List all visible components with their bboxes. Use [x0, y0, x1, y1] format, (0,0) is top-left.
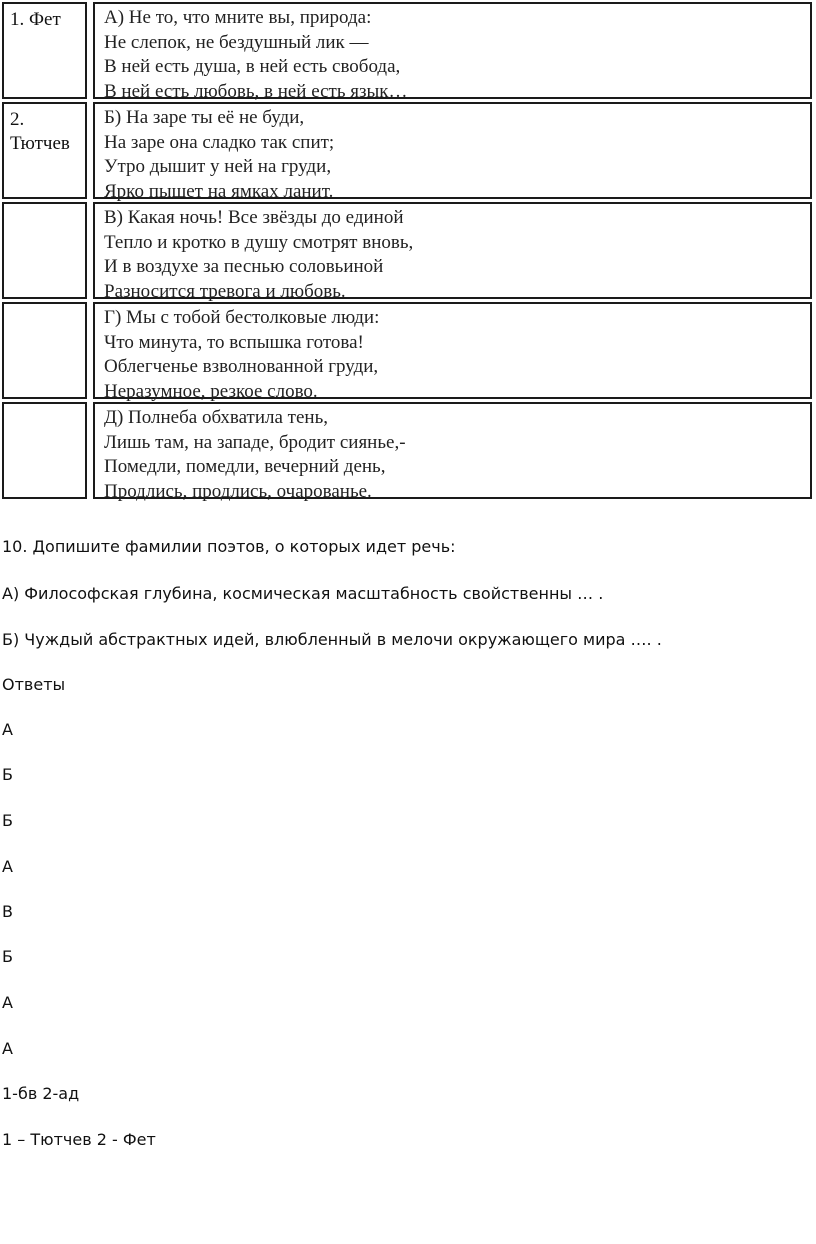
question-title: 10. Допишите фамилии поэтов, о которых идет речь:: [2, 537, 456, 556]
poem-line: А) Не то, что мните вы, природа:: [104, 7, 372, 28]
poem-line: В ней есть любовь, в ней есть язык…: [104, 80, 408, 102]
poet-label: Тютчев: [10, 133, 70, 154]
poem-line: Не слепок, не бездушный лик —: [104, 31, 369, 53]
poem-cell: [93, 402, 812, 502]
poem-line: Разносится тревога и любовь.: [104, 280, 346, 302]
poem-line: Б) На заре ты её не буди,: [104, 107, 305, 128]
poem-line: Облегченье взволнованной груди,: [104, 356, 379, 377]
table-row: [2, 2, 814, 102]
answer-item: А: [2, 720, 13, 739]
poet-cell: [2, 102, 87, 199]
poet-cell: [2, 302, 87, 399]
question-item-a: А) Философская глубина, космическая масштабность свойственны … .: [2, 584, 604, 603]
poem-line: И в воздухе за песнью соловьиной: [104, 256, 384, 277]
poem-cell: [93, 202, 812, 302]
poem-cell: [93, 2, 812, 102]
answers-heading: Ответы: [2, 675, 66, 694]
poem-line: Что минута, то вспышка готова!: [104, 331, 364, 353]
answer-item: Б: [2, 811, 13, 830]
poet-cell: [2, 202, 87, 299]
poem-line: Ярко пышет на ямках ланит.: [104, 180, 334, 202]
answer-final: 1 – Тютчев 2 - Фет: [2, 1130, 156, 1149]
answer-item: А: [2, 993, 13, 1012]
answer-item: А: [2, 1039, 13, 1058]
table-row: [2, 102, 814, 202]
answer-item: В: [2, 902, 13, 921]
poem-cell: [93, 102, 812, 202]
poem-line: Продлись, продлись, очарованье.: [104, 480, 372, 502]
poem-line: Утро дышит у ней на груди,: [104, 156, 332, 177]
poem-line: В) Какая ночь! Все звёзды до единой: [104, 207, 404, 228]
table-row: [2, 402, 814, 502]
poet-label: 1. Фет: [10, 9, 61, 30]
table-row: [2, 202, 814, 302]
answer-item: А: [2, 857, 13, 876]
poem-line: На заре она сладко так спит;: [104, 131, 335, 153]
poem-line: В ней есть душа, в ней есть свобода,: [104, 56, 401, 77]
answer-match: 1-бв 2-ад: [2, 1084, 80, 1103]
question-item-b: Б) Чуждый абстрактных идей, влюбленный в мелочи окружающего мира …. .: [2, 630, 662, 649]
poem-line: Д) Полнеба обхватила тень,: [104, 407, 329, 428]
poet-cell: [2, 402, 87, 499]
poem-line: Неразумное, резкое слово.: [104, 380, 318, 402]
answer-item: Б: [2, 765, 13, 784]
poet-label: 2.: [10, 109, 25, 130]
poem-line: Помедли, помедли, вечерний день,: [104, 456, 386, 477]
poem-line: Г) Мы с тобой бестолковые люди:: [104, 307, 380, 328]
table-row: [2, 302, 814, 402]
answer-item: Б: [2, 947, 13, 966]
poem-matching-table: [2, 2, 814, 502]
poem-line: Лишь там, на западе, бродит сиянье,-: [104, 431, 406, 453]
poem-line: Тепло и кротко в душу смотрят вновь,: [104, 231, 414, 253]
poet-cell: [2, 2, 87, 99]
poem-cell: [93, 302, 812, 402]
